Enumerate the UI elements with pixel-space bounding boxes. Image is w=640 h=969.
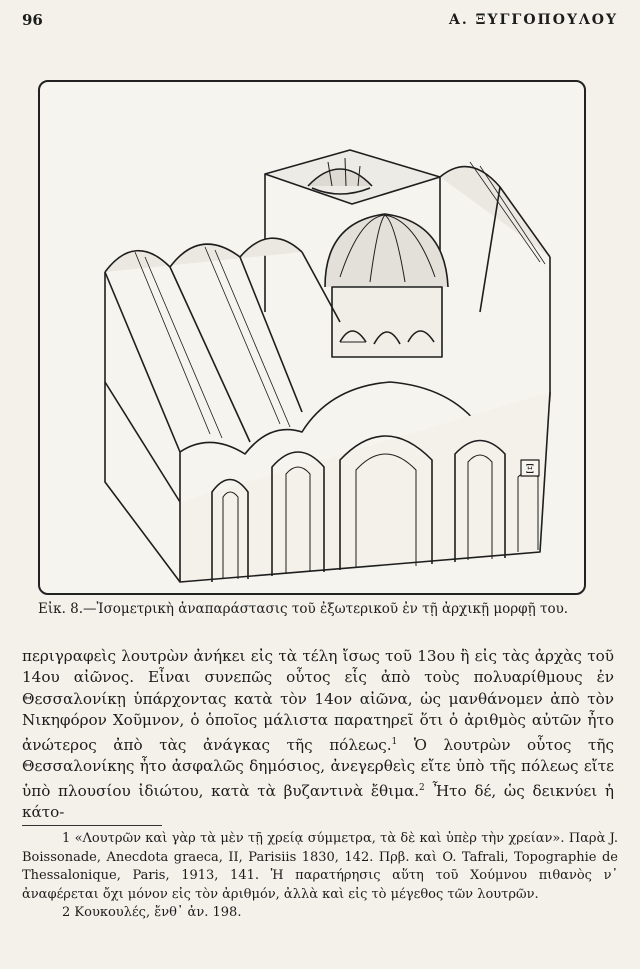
footnote-rule bbox=[22, 825, 162, 826]
footnote-1: 1 «Λουτρῶν καὶ γὰρ τὰ μὲν τῇ χρείᾳ σύμμετρα, τὰ δὲ καὶ ὑπὲρ τὴν χρείαν». Παρὰ J. Boissonade, Anecdota graeca, II, Parisiis 1830, 142. Πρβ. καὶ O. Tafrali, Topographie de Thessalonique, Paris, 1913, 141. Ἡ παρατήρησις αὕτη τοῦ Χούμνου πιθανὸς ν᾽ ἀναφέρεται ὄχι μόνον εἰς τὸν ἀριθμόν, ἀλλὰ καὶ εἰς τὸ μέγεθος τῶν λουτρῶν. bbox=[22, 831, 618, 902]
plate-mark bbox=[521, 460, 539, 476]
figure-frame bbox=[38, 80, 586, 595]
footnote-2: 2 Κουκουλές, ἔνθ᾽ ἀν. 198. bbox=[62, 905, 242, 920]
paragraph-part-1: περιγραφεὶς λουτρὼν ἀνήκει εἰς τὰ τέλη ἴσως τοῦ 13ου ἢ εἰς τὰς ἀρχὰς τοῦ 14ου αἰῶνος. Εἶναι συνεπῶς οὗτος εἷς ἀπὸ τοὺς πολυαρίθμους ἐν Θεσσαλονίκῃ ὑπάρχοντας κατὰ τὸν 14ον αἰῶνα, ὡς μανθάνομεν ἀπὸ τὸν Νικηφόρον Χοῦμνον, ὁ ὁποῖος μάλιστα παρατηρεῖ ὅτι ὁ ἀριθμὸς αὐτῶν ἦτο ἀνώτερος ἀπὸ τὰς ἀνάγκας τῆς πόλεως. bbox=[22, 647, 614, 754]
running-head: Α. ΞΥΓΓΟΠΟΥΛΟΥ bbox=[449, 12, 618, 28]
isometric-bathhouse-drawing bbox=[40, 82, 588, 597]
page-header bbox=[22, 6, 618, 34]
right-vault-wing bbox=[440, 162, 550, 392]
footnotes bbox=[22, 830, 618, 923]
page-number: 96 bbox=[22, 11, 43, 29]
body-text bbox=[22, 646, 614, 823]
left-vault-wing bbox=[105, 238, 340, 502]
main-dome bbox=[325, 214, 448, 357]
figure-caption: Εἰκ. 8.—Ἰσομετρικὴ ἀναπαράστασις τοῦ ἐξωτερικοῦ ἐν τῇ ἀρχικῇ μορφῇ του. bbox=[38, 601, 569, 617]
footnote-ref-2[interactable]: 2 bbox=[419, 782, 425, 793]
footnote-ref-1[interactable]: 1 bbox=[391, 736, 398, 747]
body-paragraph bbox=[22, 646, 614, 823]
paragraph-part-2: Ὁ λουτρὼν οὗτος τῆς Θεσσαλονίκης ἦτο ἀσφαλῶς δημόσιος, ἀνεγερθεὶς εἴτε ὑπὸ τῆς πόλεως εἴτε ὑπὸ πλουσίου ἰδιώτου, κατὰ τὰ βυζαντινὰ ἔθιμα. bbox=[22, 735, 615, 800]
plate-mark-letter: Ξ bbox=[525, 462, 535, 476]
paragraph-part-3: Ἦτο δέ, ὡς δεικνύει ἡ κάτο- bbox=[22, 781, 614, 821]
front-facade bbox=[105, 382, 550, 582]
